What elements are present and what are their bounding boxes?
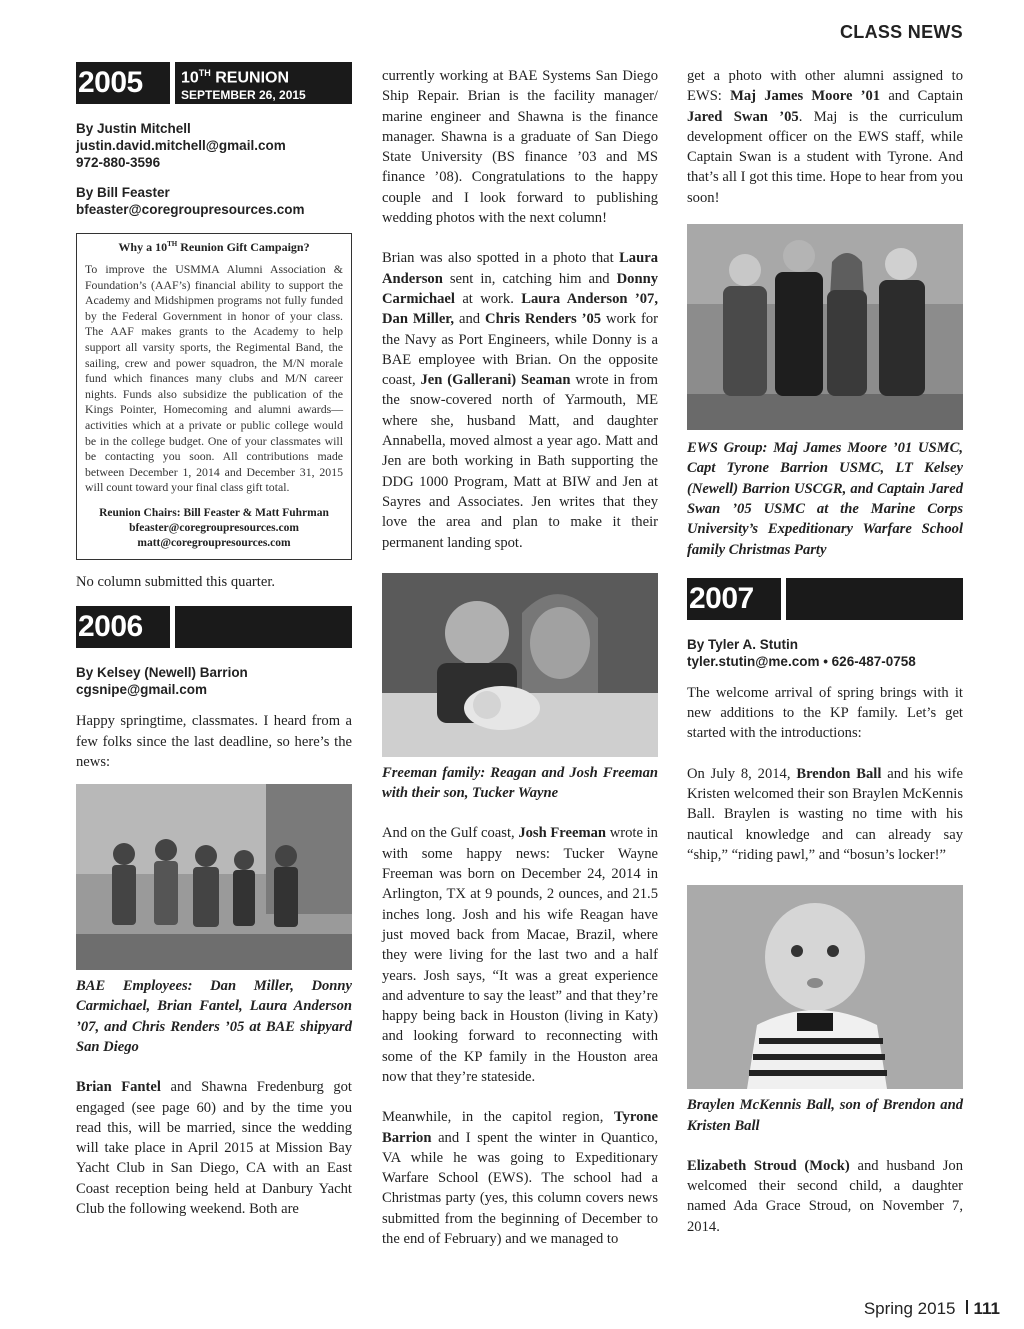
intro-2006: Happy springtime, classmates. I heard from a few folks since the last deadline, so here’s the news: xyxy=(76,713,352,770)
page-number: 111 xyxy=(973,1299,1000,1318)
gift-box-chairs: Reunion Chairs: Bill Feaster & Matt Fuhrman bfeaster@coregroupresources.com matt@coregroupresources.com xyxy=(85,506,343,551)
paragraph-fantel: Brian Fantel and Shawna Fredenburg got engaged (see page 60) and by the time you read this, will be married, since the wedding will take place in April 2015 at Mission Bay Yacht Club in San Diego, CA with an East Coast reception being held at Danbury Yacht Club the following weekend. Both are xyxy=(76,1079,352,1218)
author-email[interactable]: cgsnipe@gmail.com xyxy=(76,682,207,698)
author-name: By Kelsey (Newell) Barrion xyxy=(76,665,248,681)
byline-2005-a xyxy=(76,120,352,171)
freeman-family-photo xyxy=(382,573,658,757)
photo-caption: Freeman family: Reagan and Josh Freeman with their son, Tucker Wayne xyxy=(382,764,658,802)
gift-box-body: To improve the USMMA Alumni Association & Foundation’s (AAF’s) financial ability to support the Academy and Midshipmen programs not fully funded by the Federal Government in honor of your class. The AAF makes grants to the Academy to help support all varsity sports, the Regimental Band, the sailing, crew and power squadron, the M/N morale fund which finances many clubs and M/N career nights. Funds also subsidize the publication of the Kings Pointer, Homecoming and alumni awards—activities which at a private or public college would be in the college budget. One of your classmates will be contacting you soon. All contributions made between December 1, 2014 and December 31, 2015 will count toward your final class gift total. xyxy=(85,262,343,495)
reunion-title: 10TH REUNION xyxy=(181,68,290,87)
author-name: By Bill Feaster xyxy=(76,185,170,200)
author-name: By Tyler A. Stutin xyxy=(687,636,799,652)
class-year: 2006 xyxy=(76,606,170,648)
byline-2006 xyxy=(76,664,352,698)
author-name: By Justin Mitchell xyxy=(76,121,191,136)
column-1 xyxy=(76,62,352,1239)
issue-label: Spring 2015 xyxy=(863,1299,956,1318)
author-contact[interactable]: tyler.stutin@me.com • 626-487-0758 xyxy=(687,653,916,669)
class-year: 2005 xyxy=(76,62,170,104)
page-footer xyxy=(864,1299,1000,1319)
reunion-date: SEPTEMBER 26, 2015 xyxy=(181,88,306,103)
paragraph-continued: currently working at BAE Systems San Diego Ship Repair. Brian is the facility manager/ marine engineer and Shawna is the finance manager. Shawna is a graduate of San Diego State University (BS finance ’03 and MS finance ’08). Congratulations to the happy couple and I look forward to publishing wedding photos with the next column! xyxy=(382,68,658,227)
author-email[interactable]: bfeaster@coregroupresources.com xyxy=(76,202,305,217)
paragraph-ball: On July 8, 2014, Brendon Ball and his wife Kristen welcomed their son Braylen McKennis Ball. Braylen is wasting no time with his nautical knowledge and can already say “ship,” “riding pawl,” and “bosun’s locker!” xyxy=(687,765,963,863)
chair-email[interactable]: matt@coregroupresources.com xyxy=(137,536,291,549)
paragraph-ews: get a photo with other alumni assigned to EWS: Maj James Moore ’01 and Captain Jared Swan ’05. Maj is the curriculum development officer on the EWS staff, while Captain Swan is a student with Tyrone. And that’s all I got this time. Hope to hear from you soon! xyxy=(687,68,964,206)
ews-group-photo xyxy=(687,224,963,430)
paragraph-tyrone: Meanwhile, in the capitol region, Tyrone Barrion and I spent the winter in Quantico, VA while he was going to Expeditionary Warfare School (EWS). The school had a Christmas party (yes, this column covers news submitted from the beginning of December to the end of February) and we managed to xyxy=(382,1109,658,1248)
byline-2007 xyxy=(687,636,963,670)
byline-2005-b xyxy=(76,184,352,218)
class-2005-header xyxy=(76,62,352,104)
photo-caption: BAE Employees: Dan Miller, Donny Carmichael, Brian Fantel, Laura Anderson ’07, and Chris Renders ’05 at BAE shipyard San Diego xyxy=(76,978,352,1055)
photo-caption: EWS Group: Maj James Moore ’01 USMC, Capt Tyrone Barrion USMC, LT Kelsey (Newell) Barrion USCGR, and Captain Jared Swan ’05 USMC at the Marine Corps University’s Expeditionary Warfare School family Christmas Party xyxy=(687,440,963,558)
class-year: 2007 xyxy=(687,578,781,620)
paragraph-stroud: Elizabeth Stroud (Mock) and husband Jon welcomed their second child, a daughter named Ada Grace Stroud, on November 7, 2014. xyxy=(687,1157,963,1235)
class-2006-header xyxy=(76,606,352,648)
paragraph-laura: Brian was also spotted in a photo that Laura Anderson sent in, catching him and Donny Carmichael at work. Laura Anderson ’07, Dan Miller, and Chris Renders ’05 work for the Navy as Port Engineers, while Donny is a BAE employee with Brian. On the opposite coast, Jen (Gallerani) Seaman wrote in from the snow-covered north of Yarmouth, ME where she, husband Matt, and daughter Annabella, moved almost a year ago. Matt and Jen are both working in Bath supporting the DDG 1000 Program, Matt at BIW and Jen at Sayres and Associates. Jen writes that they love the area and plan to make it their permanent landing spot. xyxy=(382,250,658,551)
chair-email[interactable]: bfeaster@coregroupresources.com xyxy=(129,521,299,534)
gift-box-title: Why a 10TH Reunion Gift Campaign? xyxy=(118,240,310,254)
class-2007-header xyxy=(687,578,963,620)
photo-caption: Braylen McKennis Ball, son of Brendon and Kristen Ball xyxy=(687,1097,963,1134)
bae-employees-photo xyxy=(76,784,352,970)
gift-campaign-box xyxy=(76,233,352,560)
author-email[interactable]: justin.david.mitchell@gmail.com xyxy=(76,138,286,153)
intro-2007: The welcome arrival of spring brings with it new additions to the KP family. Let’s get started with the introductions: xyxy=(687,684,963,742)
author-phone: 972-880-3596 xyxy=(76,155,161,170)
baby-braylen-photo xyxy=(687,885,963,1089)
column-3 xyxy=(687,66,963,1257)
column-2 xyxy=(382,66,658,1269)
section-label: CLASS NEWS xyxy=(839,22,963,42)
reunion-banner xyxy=(175,62,352,104)
footer-divider xyxy=(966,1300,968,1314)
no-column-note: No column submitted this quarter. xyxy=(76,573,276,590)
paragraph-josh: And on the Gulf coast, Josh Freeman wrote in with some happy news: Tucker Wayne Freeman was born on December 24, 2014 in Arlington, TX at 9 pounds, 2 ounces, and 21.5 inches long. Josh and his wife Reagan have just moved back from Macae, Brazil, where they were living for the last two and a half years. Josh says, “It was a great experience and adventure to say the least” and that they’re happy being back in Houston (living in Katy) and looking forward to reconnecting with some of the KP family in the Houston area now that they’re stateside. xyxy=(382,825,658,1085)
